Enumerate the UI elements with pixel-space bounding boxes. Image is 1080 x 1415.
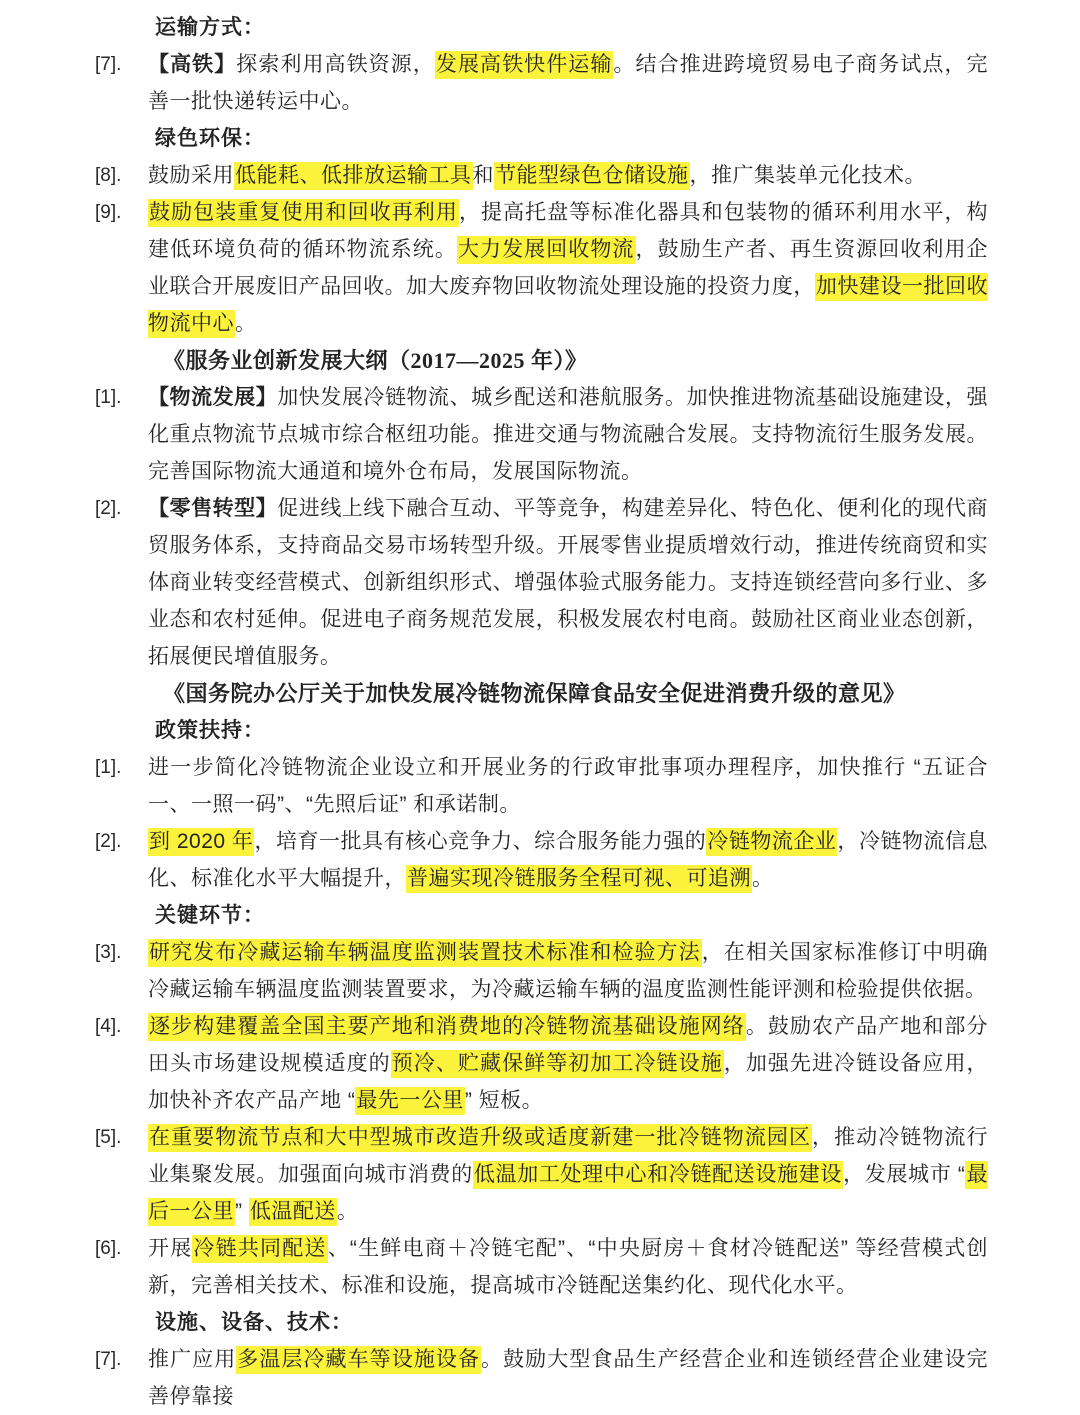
item-number: [7]. bbox=[95, 54, 122, 75]
highlighted-text: 在重要物流节点和大中型城市改造升级或适度新建一批冷链物流园区 bbox=[148, 1124, 812, 1152]
item-text bbox=[148, 749, 988, 823]
list-item bbox=[95, 823, 988, 897]
document-title: 《国务院办公厅关于加快发展冷链物流保障食品安全促进消费升级的意见》 bbox=[163, 681, 906, 706]
list-item bbox=[95, 194, 988, 342]
item-number: [9]. bbox=[95, 202, 122, 223]
text-segment: 。 bbox=[336, 1200, 359, 1223]
item-text bbox=[148, 934, 988, 1008]
section-heading: 政策扶持： bbox=[155, 719, 265, 742]
text-segment: ” bbox=[235, 1200, 249, 1223]
highlighted-text: 预冷、贮藏保鲜等初加工冷链设施 bbox=[391, 1050, 724, 1078]
list-item bbox=[95, 157, 988, 194]
text-segment: 、“生鲜电商＋冷链宅配”、“中央厨房＋食材冷链配送” 等经营模式创新，完善相关技术、标准和设施，提高城市冷链配送集约化、现代化水平。 bbox=[148, 1237, 989, 1297]
list-item bbox=[95, 749, 988, 823]
text-segment: 鼓励采用 bbox=[148, 164, 234, 187]
highlighted-text: 冷链共同配送 bbox=[192, 1235, 327, 1263]
section-heading: 绿色环保： bbox=[155, 127, 265, 150]
section-heading: 运输方式： bbox=[155, 16, 265, 39]
text-segment: ，提高托盘等标准化器具和包装物的循环利用水平，构建低环境负荷的循环物流系统。 bbox=[148, 201, 989, 261]
highlighted-text: 低温配送 bbox=[249, 1198, 337, 1226]
item-text bbox=[148, 490, 988, 675]
document-title: 《服务业创新发展大纲（2017—2025 年）》 bbox=[163, 348, 588, 373]
item-text bbox=[148, 1119, 988, 1230]
list-item bbox=[95, 1230, 988, 1304]
highlighted-text: 逐步构建覆盖全国主要产地和消费地的冷链物流基础设施网络 bbox=[148, 1013, 746, 1041]
text-segment: 【高铁】 bbox=[148, 53, 237, 76]
list-item bbox=[95, 934, 988, 1008]
item-number: [5]. bbox=[95, 1127, 122, 1148]
item-number: [2]. bbox=[95, 498, 122, 519]
text-segment: 探索利用高铁资源， bbox=[236, 53, 435, 76]
item-text bbox=[148, 823, 988, 897]
text-segment: ，在相关国家标准修订中明确冷藏运输车辆温度监测装置要求，为冷藏运输车辆的温度监测性能评测和检验提供依据。 bbox=[148, 941, 988, 1001]
text-segment: 。 bbox=[235, 312, 257, 335]
highlighted-text: 大力发展回收物流 bbox=[457, 236, 636, 264]
item-number: [2]. bbox=[95, 831, 122, 852]
list-item bbox=[95, 1341, 988, 1415]
text-segment: 推广应用 bbox=[148, 1348, 237, 1371]
highlighted-text: 最后一公里 bbox=[148, 1161, 988, 1226]
list-item bbox=[95, 379, 988, 490]
section-heading: 设施、设备、技术： bbox=[155, 1311, 353, 1334]
text-segment: 。 bbox=[752, 867, 774, 890]
text-segment: ，鼓励生产者、再生资源回收利用企业联合开展废旧产品回收。加大废弃物回收物流处理设施的投资力度， bbox=[148, 238, 989, 298]
highlighted-text: 到 2020 年 bbox=[148, 828, 254, 856]
section-heading: 关键环节： bbox=[155, 904, 265, 927]
highlighted-text: 普遍实现冷链服务全程可视、可追溯 bbox=[406, 865, 752, 893]
highlighted-text: 冷链物流企业 bbox=[706, 828, 837, 856]
highlighted-text: 最先一公里 bbox=[355, 1087, 465, 1115]
text-segment: 。结合推进跨境贸易电子商务试点，完善一批快递转运中心。 bbox=[148, 53, 989, 113]
item-number: [6]. bbox=[95, 1238, 122, 1259]
highlighted-text: 发展高铁快件运输 bbox=[435, 51, 614, 79]
list-item bbox=[95, 1119, 988, 1230]
list-item bbox=[95, 46, 988, 120]
item-number: [1]. bbox=[95, 757, 122, 778]
item-number: [4]. bbox=[95, 1016, 122, 1037]
item-text bbox=[148, 194, 988, 342]
item-number: [3]. bbox=[95, 942, 122, 963]
text-segment: 进一步简化冷链物流企业设立和开展业务的行政审批事项办理程序，加快推行 “五证合一、一照一码”、“先照后证” 和承诺制。 bbox=[148, 756, 988, 816]
text-segment: 和 bbox=[472, 164, 494, 187]
highlighted-text: 低温加工处理中心和冷链配送设施建设 bbox=[473, 1161, 843, 1189]
item-number: [7]. bbox=[95, 1349, 122, 1370]
item-number: [8]. bbox=[95, 165, 122, 186]
text-segment: 。鼓励大型食品生产经营企业和连锁经营企业建设完善停靠接 bbox=[148, 1348, 989, 1408]
text-segment: ” 短板。 bbox=[464, 1089, 544, 1112]
text-segment: ，推动冷链物流行业集聚发展。加强面向城市消费的 bbox=[148, 1126, 989, 1186]
text-segment: 加快发展冷链物流、城乡配送和港航服务。加快推进物流基础设施建设，强化重点物流节点城市综合枢纽功能。推进交通与物流融合发展。支持物流衍生服务发展。完善国际物流大通道和境外仓布局，发展国际物流。 bbox=[148, 386, 989, 483]
highlighted-text: 低能耗、低排放运输工具 bbox=[234, 162, 473, 190]
list-item bbox=[95, 1008, 988, 1119]
item-text bbox=[148, 157, 988, 194]
text-segment: ，加强先进冷链设备应用，加快补齐农产品产地 “ bbox=[148, 1052, 989, 1112]
highlighted-text: 多温层冷藏车等设施设备 bbox=[236, 1346, 481, 1374]
item-number: [1]. bbox=[95, 387, 122, 408]
text-segment: ，冷链物流信息化、标准化水平大幅提升， bbox=[148, 830, 989, 890]
item-text bbox=[148, 379, 988, 490]
highlighted-text: 研究发布冷藏运输车辆温度监测装置技术标准和检验方法 bbox=[148, 939, 702, 967]
highlighted-text: 加快建设一批回收物流中心 bbox=[148, 273, 988, 338]
highlighted-text: 节能型绿色仓储设施 bbox=[494, 162, 690, 190]
document-body bbox=[95, 9, 988, 1415]
item-text bbox=[148, 1230, 988, 1304]
item-text bbox=[148, 46, 988, 120]
text-segment: 开展 bbox=[148, 1237, 193, 1260]
text-segment: ，培育一批具有核心竞争力、综合服务能力强的 bbox=[254, 830, 707, 853]
list-item bbox=[95, 490, 988, 675]
item-text bbox=[148, 1008, 988, 1119]
text-segment: ，推广集装单元化技术。 bbox=[689, 164, 926, 187]
text-segment: 【零售转型】 bbox=[148, 497, 278, 520]
item-text bbox=[148, 1341, 988, 1415]
highlighted-text: 鼓励包装重复使用和回收再利用 bbox=[148, 199, 459, 227]
text-segment: 【物流发展】 bbox=[148, 386, 278, 409]
text-segment: 。鼓励农产品产地和部分田头市场建设规模适度的 bbox=[148, 1015, 989, 1075]
text-segment: 促进线上线下融合互动、平等竞争，构建差异化、特色化、便利化的现代商贸服务体系，支持商品交易市场转型升级。开展零售业提质增效行动，推进传统商贸和实体商业转变经营模式、创新组织形式、增强体验式服务能力。支持连锁经营向多行业、多业态和农村延伸。促进电子商务规范发展，积极发展农村电商。鼓励社区商业业态创新，拓展便民增值服务。 bbox=[148, 497, 989, 668]
text-segment: ，发展城市 “ bbox=[843, 1163, 966, 1186]
